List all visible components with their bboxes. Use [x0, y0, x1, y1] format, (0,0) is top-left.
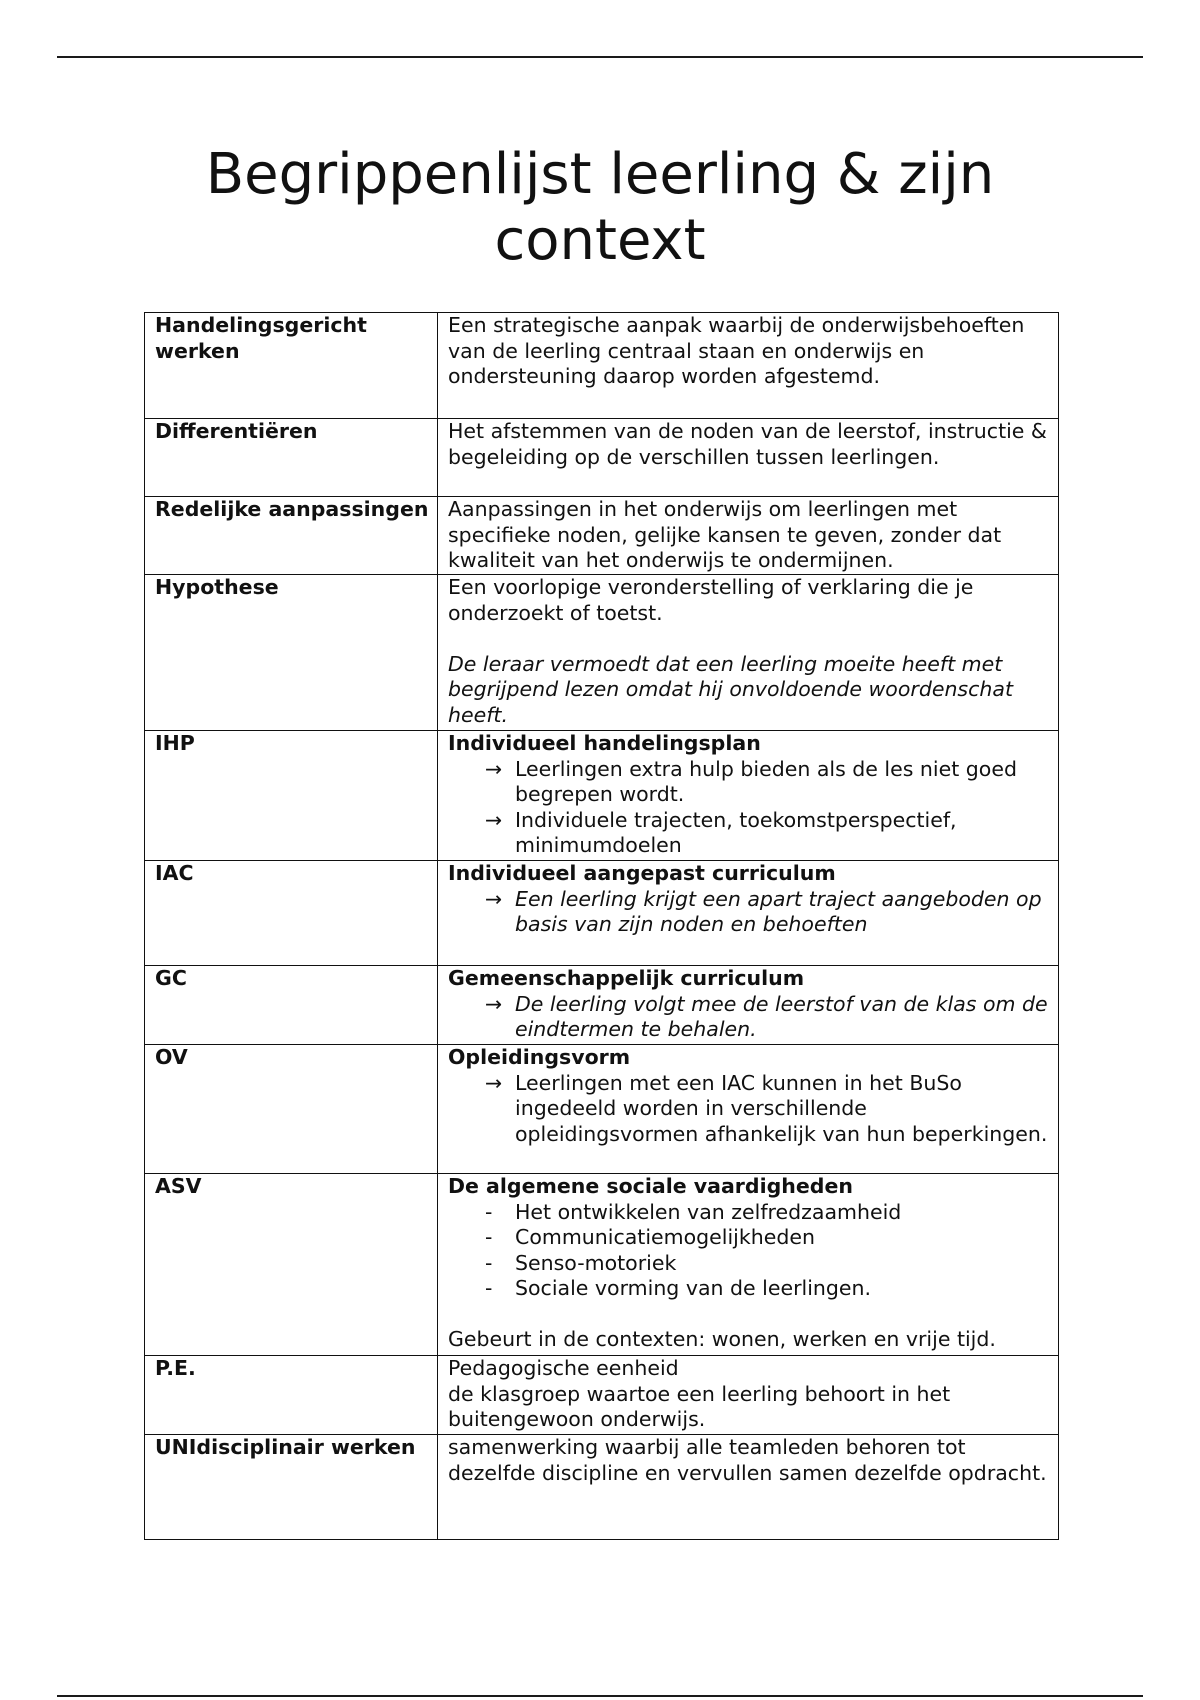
list-item: - Senso-motoriek — [485, 1250, 677, 1275]
term-cell: GC — [145, 966, 438, 1045]
definition-cell — [438, 861, 1059, 966]
definition-cell — [438, 575, 1059, 731]
bullet-list — [448, 992, 1050, 1043]
bullet-list — [448, 1200, 1050, 1302]
term-cell: Handelingsgericht werken — [145, 313, 438, 419]
definition-line-2: de klasgroep waartoe een leerling behoort in het buitengewoon onderwijs. — [448, 1381, 951, 1431]
table-row — [145, 497, 1059, 575]
definition-heading: De algemene sociale vaardigheden — [448, 1174, 853, 1198]
arrow-icon: → — [485, 886, 503, 911]
title-line-2: context — [494, 208, 706, 273]
dash-icon: - — [485, 1225, 493, 1249]
bullet-list — [448, 1071, 1050, 1148]
top-rule — [57, 56, 1143, 58]
definition-cell: Aanpassingen in het onderwijs om leerlingen met specifieke noden, gelijke kansen te geven, zonder dat kwaliteit van het onderwijs te ondermijnen. — [438, 497, 1059, 575]
term-cell: UNIdisciplinair werken — [145, 1435, 438, 1540]
definition-cell — [438, 1045, 1059, 1174]
definition-heading: Individueel handelingsplan — [448, 731, 761, 755]
list-item: - Het ontwikkelen van zelfredzaamheid — [485, 1199, 902, 1224]
definition-cell: Een strategische aanpak waarbij de onderwijsbehoeften van de leerling centraal staan en onderwijs en ondersteuning daarop worden afgestemd. — [438, 313, 1059, 419]
spacer — [448, 1302, 1050, 1328]
term-cell: IAC — [145, 861, 438, 966]
term-cell: P.E. — [145, 1356, 438, 1435]
arrow-icon: → — [485, 807, 503, 832]
table-row — [145, 1435, 1059, 1540]
table-row — [145, 861, 1059, 966]
definition-heading: Opleidingsvorm — [448, 1045, 631, 1069]
list-item: - Communicatiemogelijkheden — [485, 1225, 815, 1249]
definition-cell: samenwerking waarbij alle teamleden behoren tot dezelfde discipline en vervullen samen dezelfde opdracht. — [438, 1435, 1059, 1540]
dash-icon: - — [485, 1276, 493, 1300]
table-row — [145, 1045, 1059, 1174]
note-text: Gebeurt in de contexten: wonen, werken en vrije tijd. — [448, 1327, 996, 1351]
definition-heading: Individueel aangepast curriculum — [448, 861, 836, 885]
term-cell: Differentiëren — [145, 419, 438, 497]
glossary-table — [144, 312, 1059, 1540]
table-row — [145, 731, 1059, 861]
list-item: → De leerling volgt mee de leerstof van de klas om de eindtermen te behalen. — [485, 991, 1048, 1041]
term-cell: Redelijke aanpassingen — [145, 497, 438, 575]
table-row — [145, 313, 1059, 419]
example-text: De leraar vermoedt dat een leerling moeite heeft met begrijpend lezen omdat hij onvoldoende woordenschat heeft. — [448, 651, 1013, 727]
page-title — [150, 142, 1050, 274]
definition-line-1: Pedagogische eenheid — [448, 1356, 679, 1380]
title-line-1: Begrippenlijst leerling & zijn — [205, 142, 995, 207]
definition-text: Een voorlopige veronderstelling of verklaring die je onderzoekt of toetst. — [448, 575, 974, 625]
list-item: → Leerlingen extra hulp bieden als de les niet goed begrepen wordt. — [485, 756, 1017, 806]
definition-cell — [438, 1174, 1059, 1356]
table-row — [145, 1174, 1059, 1356]
definition-cell — [438, 966, 1059, 1045]
dash-icon: - — [485, 1250, 493, 1275]
term-cell: Hypothese — [145, 575, 438, 731]
definition-heading: Gemeenschappelijk curriculum — [448, 966, 805, 990]
arrow-icon: → — [485, 1070, 503, 1095]
table-row — [145, 1356, 1059, 1435]
list-item: → Een leerling krijgt een apart traject aangeboden op basis van zijn noden en behoeften — [485, 886, 1042, 936]
arrow-icon: → — [485, 756, 503, 781]
table-row — [145, 966, 1059, 1045]
definition-cell — [438, 1356, 1059, 1435]
arrow-icon: → — [485, 991, 503, 1016]
term-cell: ASV — [145, 1174, 438, 1356]
bottom-rule — [57, 1695, 1143, 1697]
dash-icon: - — [485, 1199, 493, 1224]
table-row — [145, 419, 1059, 497]
term-cell: IHP — [145, 731, 438, 861]
list-item: → Individuele trajecten, toekomstperspectief, minimumdoelen — [485, 807, 957, 857]
spacer — [448, 626, 1050, 652]
list-item: - Sociale vorming van de leerlingen. — [485, 1276, 872, 1300]
bullet-list — [448, 887, 1050, 938]
definition-cell: Het afstemmen van de noden van de leerstof, instructie & begeleiding op de verschillen tussen leerlingen. — [438, 419, 1059, 497]
bullet-list — [448, 757, 1050, 859]
term-cell: OV — [145, 1045, 438, 1174]
definition-cell — [438, 731, 1059, 861]
table-row — [145, 575, 1059, 731]
list-item: → Leerlingen met een IAC kunnen in het BuSo ingedeeld worden in verschillende opleidingsvormen afhankelijk van hun beperkingen. — [485, 1070, 1048, 1146]
